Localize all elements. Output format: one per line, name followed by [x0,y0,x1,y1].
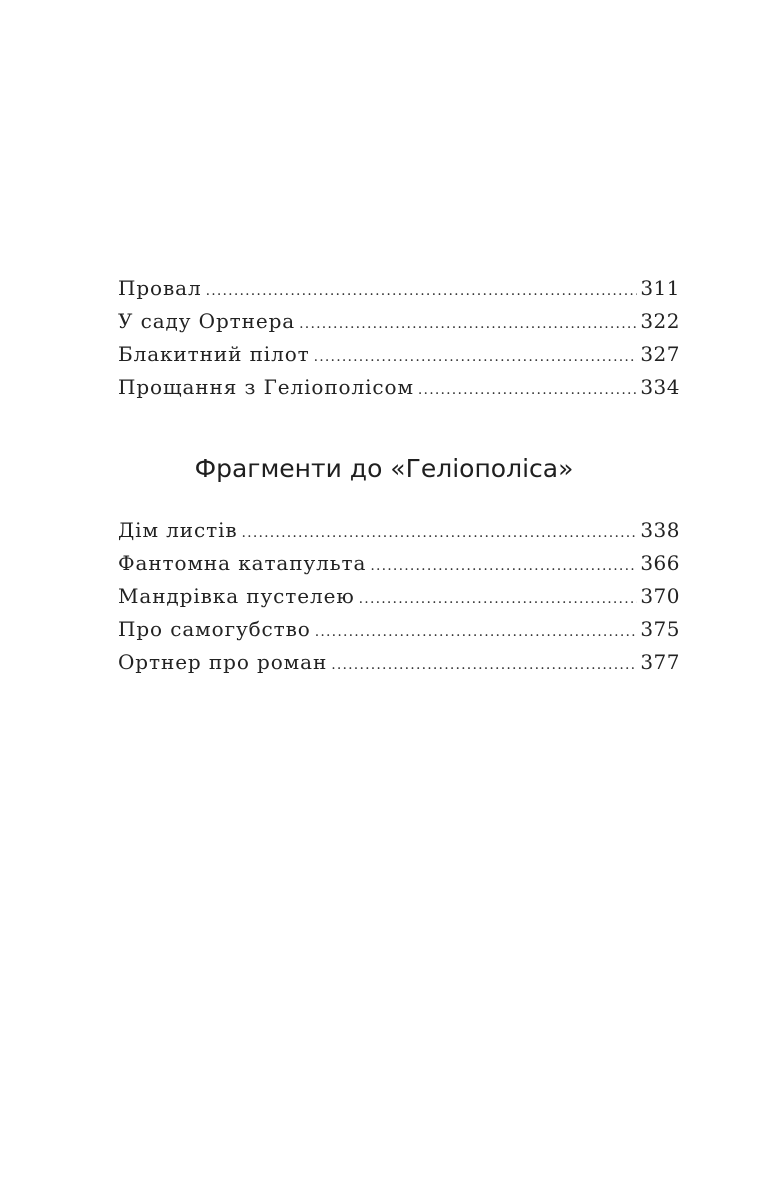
toc-entry[interactable] [118,375,680,408]
toc-entry[interactable] [118,584,680,617]
dot-leader [359,591,638,607]
toc-entry-title: У саду Ортнера [118,309,296,333]
toc-entry-page: 370 [640,584,680,608]
toc-entry[interactable] [118,309,680,342]
toc-entry-title: Ортнер про роман [118,650,328,674]
toc-entry-page: 375 [640,617,680,641]
toc-entry-page: 334 [640,375,680,399]
toc-entry-title: Про самогубство [118,617,311,641]
toc-entry[interactable] [118,551,680,584]
toc-entry-page: 327 [640,342,680,366]
toc-entry-page: 377 [640,650,680,674]
toc-entry[interactable] [118,276,680,309]
toc-entry[interactable] [118,617,680,650]
toc-entry-title: Провал [118,276,202,300]
toc-entry-page: 366 [640,551,680,575]
toc-entry-title: Мандрівка пустелею [118,584,355,608]
toc-entry-page: 338 [640,518,680,542]
toc-entry-title: Блакитний пілот [118,342,310,366]
toc-entry[interactable] [118,650,680,683]
dot-leader [242,525,638,541]
toc-list-fragments [118,518,680,683]
toc-entry-title: Дім листів [118,518,238,542]
dot-leader [370,558,637,574]
dot-leader [299,316,637,332]
dot-leader [315,624,638,640]
dot-leader [206,283,638,299]
section-heading: Фрагменти до «Геліополіса» [194,454,574,483]
toc-entry-page: 311 [640,276,680,300]
toc-list-main [118,276,680,408]
dot-leader [314,349,638,365]
toc-entry[interactable] [118,342,680,375]
dot-leader [418,382,637,398]
toc-entry-title: Фантомна катапульта [118,551,367,575]
dot-leader [331,657,637,673]
toc-entry-page: 322 [640,309,680,333]
toc-entry-title: Прощання з Геліополісом [118,375,414,399]
toc-entry[interactable] [118,518,680,551]
